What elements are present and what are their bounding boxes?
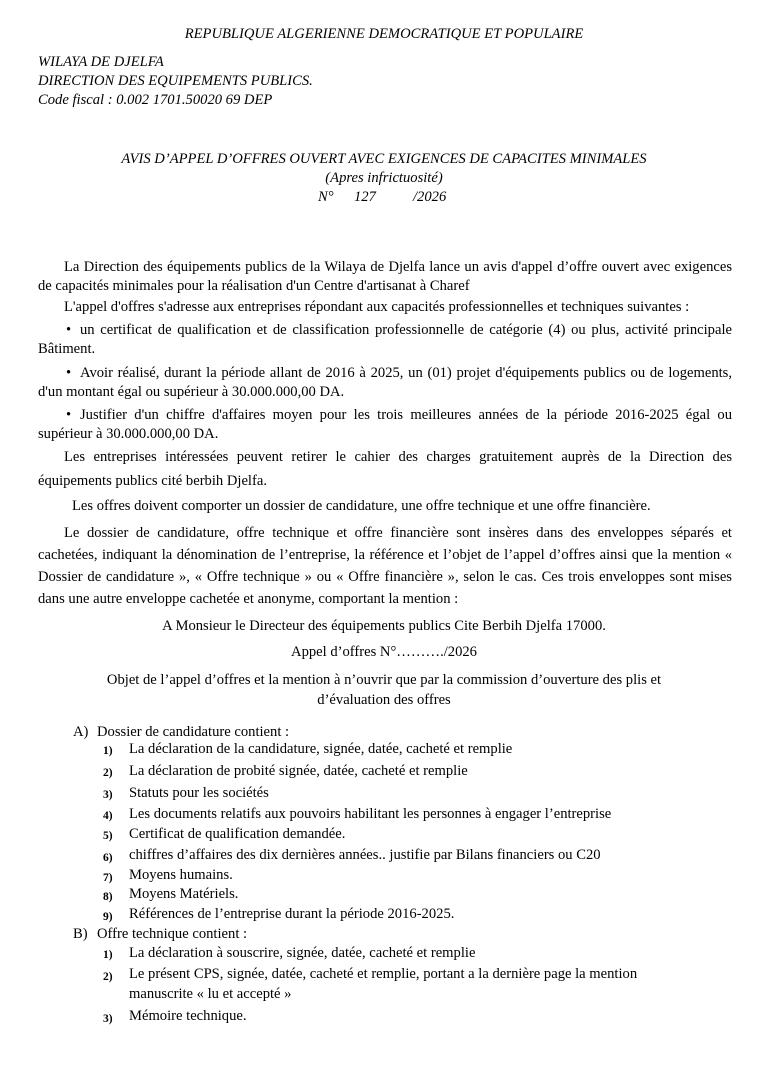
notice-year: /2026 (413, 189, 447, 205)
list-item: Statuts pour les sociétés (129, 785, 269, 801)
requirement-qualification: un certificat de qualification et de classification professionnelle de catégorie (4) ou plus, activité principale Bâtiment. (38, 322, 732, 357)
list-item: La déclaration de la candidature, signée, datée, cacheté et remplie (129, 741, 513, 757)
fiscal-code: Code fiscal : 0.002 1701.50020 69 DEP (38, 92, 273, 108)
list-item: La déclaration à souscrire, signée, datée, cacheté et remplie (129, 945, 476, 961)
envelopes-paragraph: Le dossier de candidature, offre technique et offre financière sont insères dans des enveloppes séparés et cachetées, indiquant la dénomination de l’entreprise, la référence et l’objet de l’appel d’offres ainsi que la mention « Dossier de candidature », « Offre technique » ou « Offre financière », selon le cas. Ces trois enveloppes sont mises dans une autre enveloppe cachetée et anonyme, comportant la mention : (38, 525, 732, 607)
list-number: 9) (103, 911, 113, 923)
addressed-paragraph: L'appel d'offres s'adresse aux entreprises répondant aux capacités professionnelles et techniques suivantes : (64, 299, 690, 315)
intro-paragraph: La Direction des équipements publics de la Wilaya de Djelfa lance un avis d'appel d’offre ouvert avec exigences de capacités minimales pour la réalisation d'un Centre d'artisanat à Charef (38, 259, 732, 294)
list-item: chiffres d’affaires des dix dernières années.. justifie par Bilans financiers ou C20 (129, 847, 601, 863)
bullet-icon: • (66, 322, 72, 338)
list-number: 6) (103, 852, 113, 864)
notice-number-prefix: N° (318, 189, 334, 205)
section-b-letter: B) (73, 926, 88, 942)
list-item: Références de l’entreprise durant la période 2016-2025. (129, 906, 455, 922)
notice-number: 127 (354, 189, 376, 205)
republic-header: REPUBLIQUE ALGERIENNE DEMOCRATIQUE ET POPULAIRE (184, 26, 584, 42)
list-item: La déclaration de probité signée, datée, cacheté et remplie (129, 763, 468, 779)
list-item: Les documents relatifs aux pouvoirs habilitant les personnes à engager l’entreprise (129, 806, 612, 822)
list-item: Moyens humains. (129, 867, 233, 883)
list-number: 8) (103, 891, 113, 903)
requirement-project: Avoir réalisé, durant la période allant de 2016 à 2025, un (01) projet d'équipements publics ou de logements, d'un montant égal ou supérieur à 30.000.000,00 DA. (38, 365, 732, 400)
requirement-turnover: Justifier d'un chiffre d'affaires moyen pour les trois meilleures années de la période 2016-2025 égal ou supérieur à 30.000.000,00 DA. (38, 407, 732, 442)
list-number: 4) (103, 810, 113, 822)
list-item: Mémoire technique. (129, 1008, 247, 1024)
notice-title: AVIS D’APPEL D’OFFRES OUVERT AVEC EXIGENCES DE CAPACITES MINIMALES (121, 151, 647, 167)
object-line-1: Objet de l’appel d’offres et la mention à n’ouvrir que par la commission d’ouverture des plis et (106, 672, 662, 688)
object-line-2: d’évaluation des offres (317, 692, 451, 708)
list-number: 7) (103, 872, 113, 884)
list-item: Certificat de qualification demandée. (129, 826, 346, 842)
list-item: Moyens Matériels. (129, 886, 239, 902)
list-number: 3) (103, 1013, 113, 1025)
list-item-continuation: manuscrite « lu et accepté » (129, 986, 292, 1002)
notice-subtitle: (Apres infrictuosité) (325, 170, 443, 186)
list-number: 5) (103, 830, 113, 842)
list-number: 2) (103, 971, 113, 983)
list-number: 3) (103, 789, 113, 801)
section-a-title: Dossier de candidature contient : (97, 724, 290, 740)
bullet-icon: • (66, 365, 72, 381)
section-a-letter: A) (73, 724, 89, 740)
section-b-title: Offre technique contient : (97, 926, 248, 942)
list-number: 1) (103, 949, 113, 961)
direction-label: DIRECTION DES EQUIPEMENTS PUBLICS. (38, 73, 313, 89)
list-item: Le présent CPS, signée, datée, cacheté et remplie, portant a la dernière page la mention (129, 966, 638, 982)
retrieve-paragraph: Les entreprises intéressées peuvent retirer le cahier des charges gratuitement auprès de la Direction des équipements publics cité berbih Djelfa. (38, 449, 732, 489)
list-number: 2) (103, 767, 113, 779)
list-number: 1) (103, 745, 113, 757)
appeal-reference: Appel d’offres N°………./2026 (291, 644, 477, 660)
address-line: A Monsieur le Directeur des équipements publics Cite Berbih Djelfa 17000. (162, 618, 606, 634)
bullet-icon: • (66, 407, 72, 423)
offers-paragraph: Les offres doivent comporter un dossier de candidature, une offre technique et une offre financière. (72, 498, 651, 514)
wilaya-label: WILAYA DE DJELFA (38, 54, 164, 70)
